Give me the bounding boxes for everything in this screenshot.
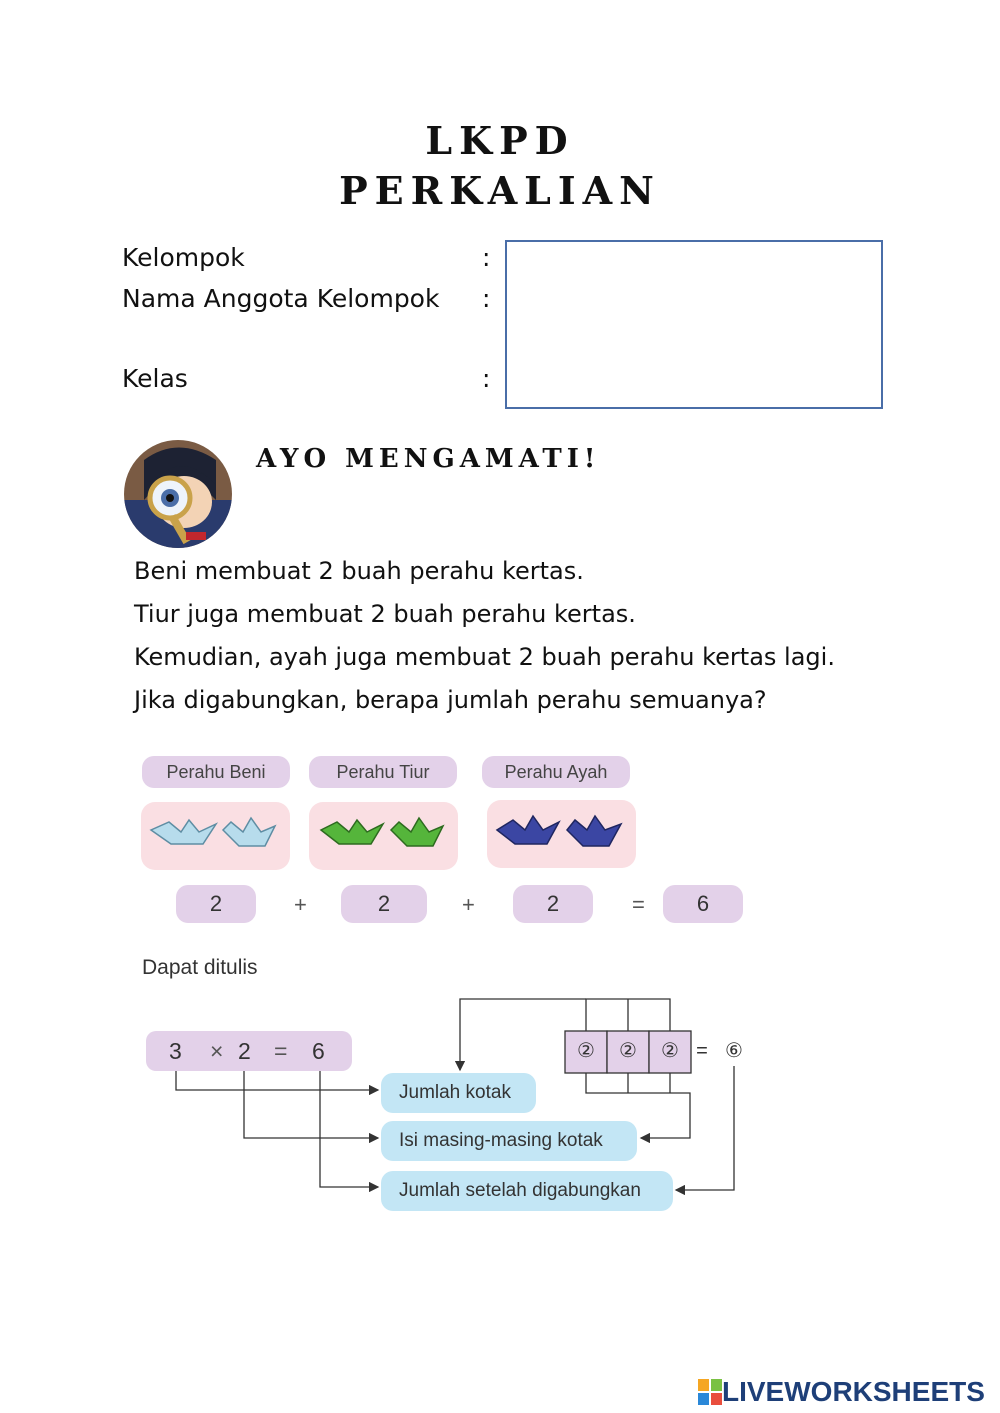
liveworksheets-logo[interactable] xyxy=(698,1375,985,1409)
label-perahu-ayah: Perahu Ayah xyxy=(482,756,630,788)
addend-3: 2 xyxy=(513,885,593,923)
story-line-2: Tiur juga membuat 2 buah perahu kertas. xyxy=(134,600,636,628)
explain-jumlah-kotak: Jumlah kotak xyxy=(381,1073,536,1113)
label-perahu-beni: Perahu Beni xyxy=(142,756,290,788)
box-equals: = xyxy=(696,1040,708,1062)
box-2-value: ② xyxy=(619,1040,637,1062)
eq-result: 6 xyxy=(312,1038,325,1064)
equals-sign: = xyxy=(632,892,645,917)
colon-nama-anggota: : xyxy=(482,284,491,313)
explain-jumlah-gabungan: Jumlah setelah digabungkan xyxy=(381,1171,673,1211)
liveworksheets-logo-icon xyxy=(698,1379,722,1405)
label-nama-anggota: Nama Anggota Kelompok xyxy=(122,284,440,313)
sum-result: 6 xyxy=(663,885,743,923)
box-3-value: ② xyxy=(661,1040,679,1062)
box-1-value: ② xyxy=(577,1040,595,1062)
section-title: AYO MENGAMATI! xyxy=(256,444,601,474)
title-line-1: LKPD xyxy=(425,118,575,163)
colon-kelas: : xyxy=(482,364,491,393)
story-line-1: Beni membuat 2 buah perahu kertas. xyxy=(134,557,584,585)
eq-equals: = xyxy=(274,1038,288,1064)
label-perahu-tiur: Perahu Tiur xyxy=(309,756,457,788)
addend-2: 2 xyxy=(341,885,427,923)
multiplication-equation xyxy=(146,1031,352,1071)
plus-2: + xyxy=(462,892,475,917)
explain-isi-kotak: Isi masing-masing kotak xyxy=(381,1121,637,1161)
colon-kelompok: : xyxy=(482,243,491,272)
eq-factor-a: 3 xyxy=(169,1038,182,1064)
title-line-2: PERKALIAN xyxy=(339,168,661,213)
brand-text: LIVEWORKSHEETS xyxy=(722,1376,985,1407)
caption-dapat-ditulis: Dapat ditulis xyxy=(142,956,258,979)
story-line-4: Jika digabungkan, berapa jumlah perahu semuanya? xyxy=(134,686,767,714)
plus-1: + xyxy=(294,892,307,917)
eq-times: × xyxy=(210,1038,224,1064)
box-result: ⑥ xyxy=(725,1040,743,1062)
addend-1: 2 xyxy=(176,885,256,923)
label-kelas: Kelas xyxy=(122,364,188,393)
eq-factor-b: 2 xyxy=(238,1038,251,1064)
label-kelompok: Kelompok xyxy=(122,243,245,272)
story-line-3: Kemudian, ayah juga membuat 2 buah perahu kertas lagi. xyxy=(134,643,835,671)
